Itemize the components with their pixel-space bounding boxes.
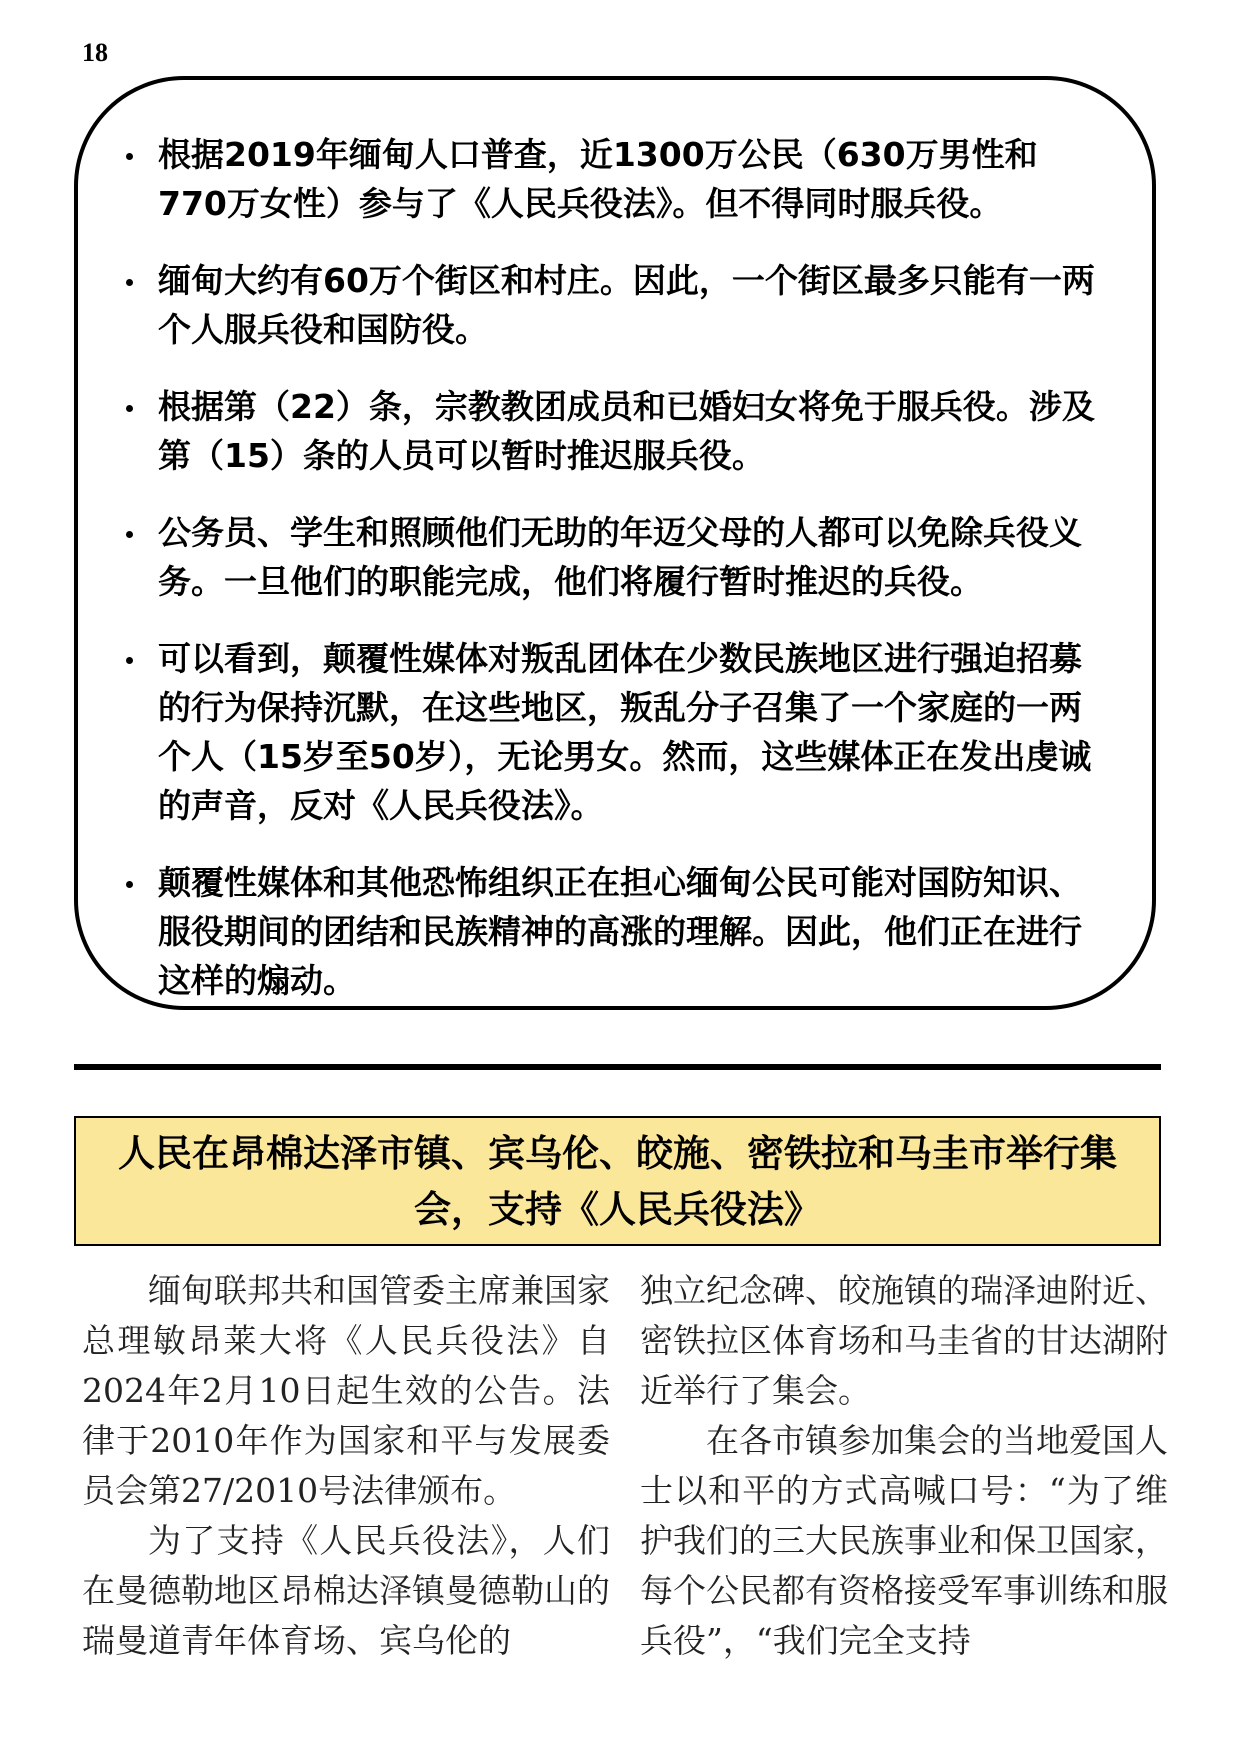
article-paragraph: 在各市镇参加集会的当地爱国人士以和平的方式高喊口号：“为了维护我们的三大民族事业和保卫国家，每个公民都有资格接受军事训练和服兵役”，“我们完全支持 <box>640 1421 1168 1660</box>
bullet-dot-icon <box>126 657 133 664</box>
facts-bullet-list <box>158 130 1104 1033</box>
bullet-item <box>158 634 1104 830</box>
bullet-item <box>158 858 1104 1005</box>
bullet-text: 缅甸大约有60万个街区和村庄。因此，一个街区最多只能有一两个人服兵役和国防役。 <box>158 261 1095 349</box>
bullet-item <box>158 256 1104 354</box>
bullet-text: 可以看到，颠覆性媒体对叛乱团体在少数民族地区进行强迫招募的行为保持沉默，在这些地区，叛乱分子召集了一个家庭的一两个人（15岁至50岁），无论男女。然而，这些媒体正在发出虔诚的声音，反对《人民兵役法》。 <box>158 639 1092 825</box>
article-paragraph-continued: 独立纪念碑、皎施镇的瑞泽迪附近、密铁拉区体育场和马圭省的甘达湖附近举行了集会。 <box>640 1271 1168 1410</box>
bullet-text: 根据第（22）条，宗教教团成员和已婚妇女将免于服兵役。涉及第（15）条的人员可以暂时推迟服兵役。 <box>158 387 1095 475</box>
article-headline: 人民在昂棉达泽市镇、宾乌伦、皎施、密铁拉和马圭市举行集会，支持《人民兵役法》 <box>118 1131 1117 1231</box>
article-right-column <box>640 1266 1168 1666</box>
facts-callout-box <box>74 76 1156 1010</box>
section-divider <box>74 1064 1161 1070</box>
bullet-item <box>158 508 1104 606</box>
bullet-dot-icon <box>126 279 133 286</box>
bullet-text: 公务员、学生和照顾他们无助的年迈父母的人都可以免除兵役义务。一旦他们的职能完成，他们将履行暂时推迟的兵役。 <box>158 513 1082 601</box>
page-number: 18 <box>82 38 108 67</box>
article-left-column <box>82 1266 610 1666</box>
bullet-text: 根据2019年缅甸人口普查，近1300万公民（630万男性和770万女性）参与了《人民兵役法》。但不得同时服兵役。 <box>158 135 1038 223</box>
article-paragraph: 为了支持《人民兵役法》，人们在曼德勒地区昂棉达泽镇曼德勒山的瑞曼道青年体育场、宾乌伦的 <box>82 1521 610 1660</box>
bullet-dot-icon <box>126 881 133 888</box>
bullet-dot-icon <box>126 405 133 412</box>
bullet-item <box>158 130 1104 228</box>
bullet-dot-icon <box>126 531 133 538</box>
bullet-dot-icon <box>126 153 133 160</box>
bullet-item <box>158 382 1104 480</box>
bullet-text: 颠覆性媒体和其他恐怖组织正在担心缅甸公民可能对国防知识、服役期间的团结和民族精神的高涨的理解。因此，他们正在进行这样的煽动。 <box>158 863 1082 1000</box>
article-paragraph: 缅甸联邦共和国管委主席兼国家总理敏昂莱大将《人民兵役法》自2024年2月10日起生效的公告。法律于2010年作为国家和平与发展委员会第27/2010号法律颁布。 <box>82 1271 610 1510</box>
article-headline-box <box>74 1116 1161 1246</box>
